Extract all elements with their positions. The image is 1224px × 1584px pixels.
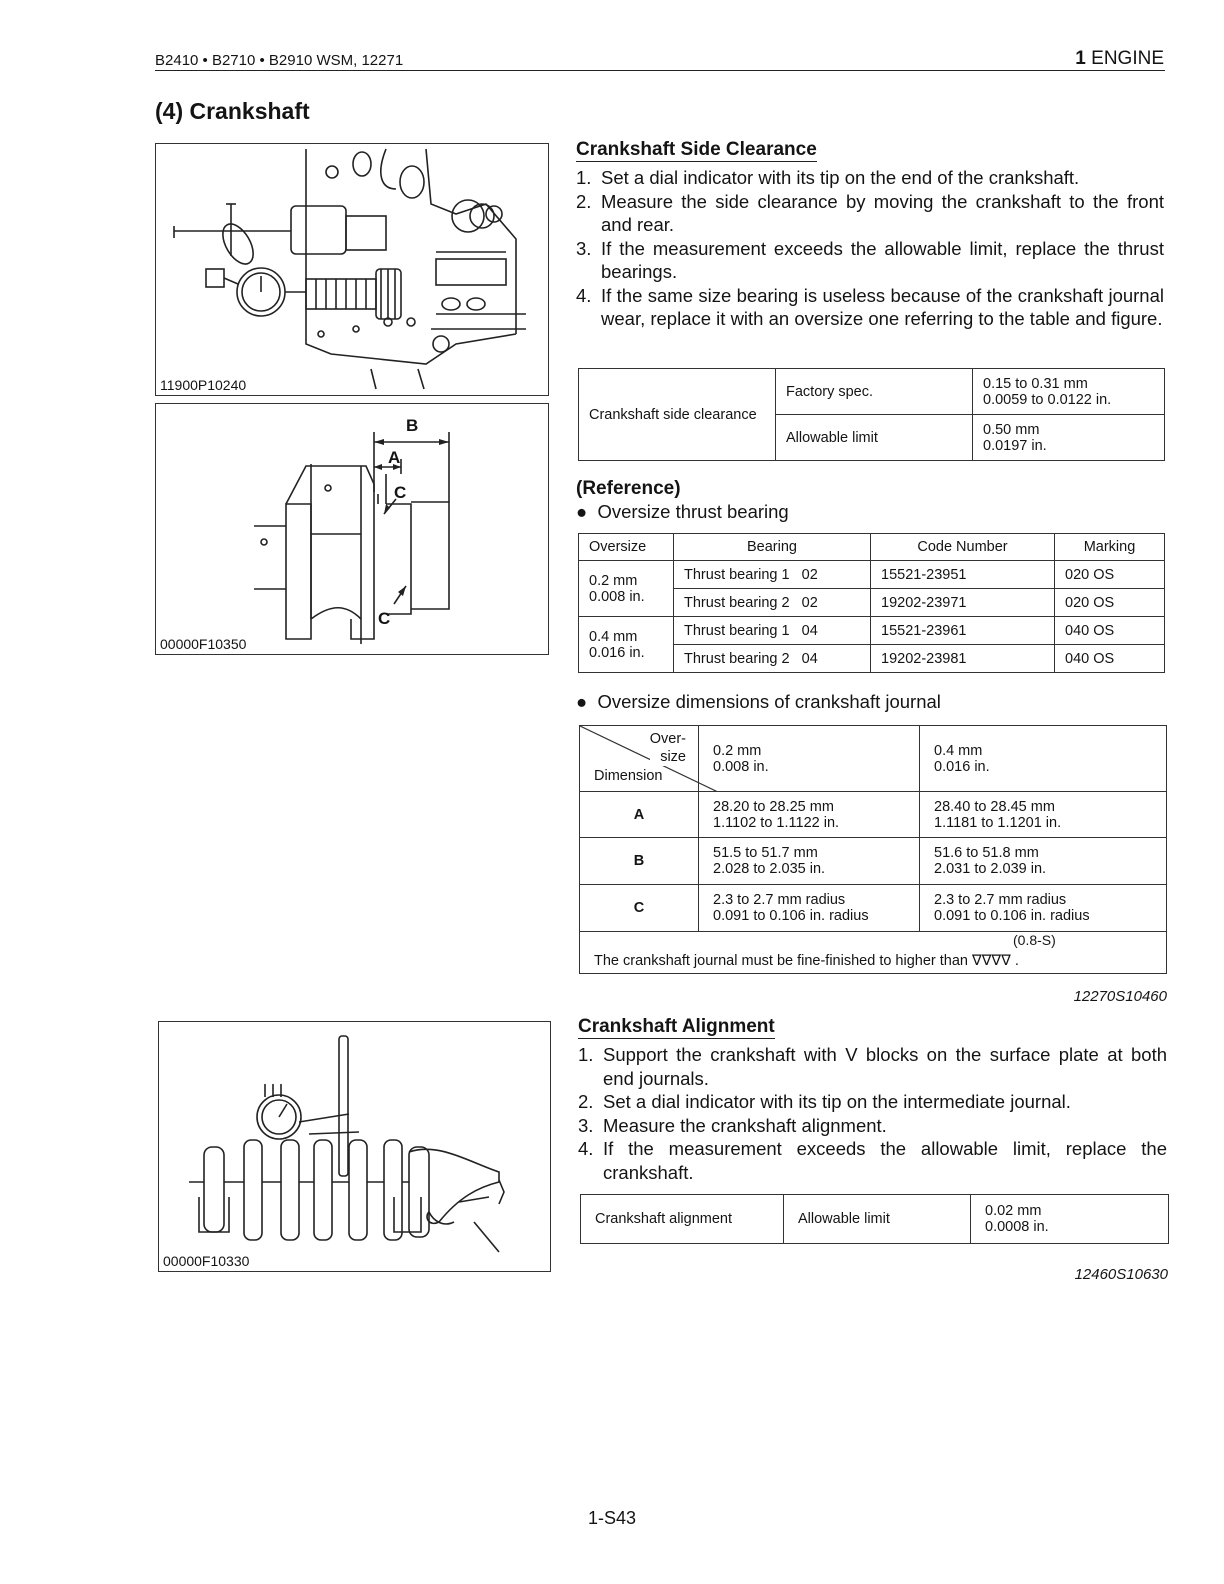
- table-cell-limit-label: Allowable limit: [784, 1195, 971, 1244]
- table-header: Oversize: [579, 534, 674, 561]
- crankshaft-alignment-illustration: [159, 1022, 550, 1271]
- bullet-oversize-thrust: ● Oversize thrust bearing: [576, 501, 789, 522]
- table-corner-cell: [580, 726, 699, 792]
- header-chapter-name: ENGINE: [1091, 48, 1164, 69]
- dimension-label-b: B: [406, 416, 419, 435]
- figure-code: 00000F10350: [160, 636, 247, 652]
- finish-symbol: ∇∇∇∇ .: [972, 952, 1019, 969]
- table-cell-limit-label: Allowable limit: [776, 415, 973, 461]
- corner-dimension-label: Dimension: [594, 768, 663, 784]
- reference-heading: (Reference): [576, 478, 681, 499]
- finish-note: [580, 932, 1167, 974]
- figure-code: 11900P10240: [160, 377, 247, 393]
- side-clearance-spec-table: [578, 368, 1165, 461]
- header-chapter-number: 1: [1075, 48, 1086, 69]
- figure-crankshaft-dimensions: [155, 403, 549, 655]
- table-header: Marking: [1055, 534, 1165, 561]
- list-item: 4. If the measurement exceeds the allowable limit, replace the crankshaft.: [578, 1138, 1167, 1183]
- table-cell: 51.6 to 51.8 mm 2.031 to 2.039 in.: [920, 838, 1167, 885]
- table-row: [579, 617, 1165, 645]
- thrust-bearing-table: [578, 533, 1165, 673]
- side-clearance-heading: Crankshaft Side Clearance: [576, 139, 817, 160]
- table-cell-oversize: 0.2 mm 0.008 in.: [579, 561, 674, 617]
- bullet-oversize-journal: ● Oversize dimensions of crankshaft journal: [576, 691, 941, 712]
- reference-code: 12270S10460: [1073, 988, 1167, 1005]
- table-cell-factory-label: Factory spec.: [776, 369, 973, 415]
- table-row: [580, 885, 1167, 932]
- dimension-cell: B: [580, 838, 699, 885]
- dimension-cell: C: [580, 885, 699, 932]
- table-cell: 15521-23951: [871, 561, 1055, 589]
- table-row: [580, 792, 1167, 838]
- table-cell-item: Crankshaft side clearance: [579, 369, 776, 461]
- figure-dial-indicator-engine: [155, 143, 549, 396]
- table-cell-item: Crankshaft alignment: [581, 1195, 784, 1244]
- alignment-code: 12460S10630: [1074, 1266, 1168, 1283]
- finish-note-text: The crankshaft journal must be fine-finished to higher than: [594, 952, 968, 969]
- table-cell: 28.40 to 28.45 mm 1.1181 to 1.1201 in.: [920, 792, 1167, 838]
- table-cell: 040 OS: [1055, 617, 1165, 645]
- alignment-heading: Crankshaft Alignment: [578, 1016, 775, 1037]
- dimension-label-c-lower: C: [378, 609, 391, 628]
- dimension-cell: A: [580, 792, 699, 838]
- table-header: Code Number: [871, 534, 1055, 561]
- dimension-label-a: A: [388, 448, 401, 467]
- figure-crankshaft-alignment: [158, 1021, 551, 1272]
- list-item: 3. If the measurement exceeds the allowable limit, replace the thrust bearings.: [576, 237, 1164, 282]
- table-cell: 51.5 to 51.7 mm 2.028 to 2.035 in.: [699, 838, 920, 885]
- alignment-steps: [578, 1043, 1167, 1184]
- crankshaft-dimension-diagram: [156, 404, 548, 654]
- list-item: 4. If the same size bearing is useless because of the crankshaft journal wear, replace it with an oversize one referring to the table and figure.: [576, 284, 1164, 329]
- table-cell: 2.3 to 2.7 mm radius 0.091 to 0.106 in. radius: [699, 885, 920, 932]
- column-header: 0.4 mm 0.016 in.: [920, 726, 1167, 792]
- header-rule: [155, 70, 1165, 71]
- table-cell: Thrust bearing 2 02: [674, 589, 871, 617]
- table-cell: Thrust bearing 1 02: [674, 561, 871, 589]
- table-row: [579, 561, 1165, 589]
- table-cell: 19202-23971: [871, 589, 1055, 617]
- list-item: 1. Set a dial indicator with its tip on the end of the crankshaft.: [576, 167, 1080, 188]
- table-cell: Thrust bearing 2 04: [674, 645, 871, 673]
- page-number: 1-S43: [587, 1508, 637, 1528]
- dimension-label-c-upper: C: [394, 483, 407, 502]
- table-row: [580, 838, 1167, 885]
- table-cell-oversize: 0.4 mm 0.016 in.: [579, 617, 674, 673]
- header-doc-title: B2410 • B2710 • B2910 WSM, 12271: [155, 52, 404, 69]
- table-header: Bearing: [674, 534, 871, 561]
- table-note-row: [580, 932, 1167, 974]
- header-chapter: [1000, 48, 1164, 70]
- alignment-spec-table: [580, 1194, 1169, 1244]
- table-cell: Thrust bearing 1 04: [674, 617, 871, 645]
- table-cell: 020 OS: [1055, 589, 1165, 617]
- finish-symbol-label: (0.8-S): [1013, 932, 1056, 948]
- list-item: 3. Measure the crankshaft alignment.: [578, 1114, 887, 1136]
- column-header: 0.2 mm 0.008 in.: [699, 726, 920, 792]
- figure-code: 00000F10330: [163, 1253, 250, 1269]
- side-clearance-steps: [576, 166, 1164, 331]
- table-cell: 2.3 to 2.7 mm radius 0.091 to 0.106 in. radius: [920, 885, 1167, 932]
- table-cell: 15521-23961: [871, 617, 1055, 645]
- corner-oversize-label: Over- size: [649, 731, 686, 765]
- journal-dimension-table: [579, 725, 1167, 974]
- list-item: 2. Set a dial indicator with its tip on the intermediate journal.: [578, 1091, 1071, 1112]
- table-cell: 28.20 to 28.25 mm 1.1102 to 1.1122 in.: [699, 792, 920, 838]
- table-cell-factory-value: 0.15 to 0.31 mm 0.0059 to 0.0122 in.: [973, 369, 1165, 415]
- table-cell: 19202-23981: [871, 645, 1055, 673]
- section-title: (4) Crankshaft: [155, 98, 310, 124]
- table-cell: 020 OS: [1055, 561, 1165, 589]
- table-cell: 040 OS: [1055, 645, 1165, 673]
- table-cell-limit-value: 0.50 mm 0.0197 in.: [973, 415, 1165, 461]
- engine-dial-illustration: [156, 144, 548, 395]
- table-cell-limit-value: 0.02 mm 0.0008 in.: [971, 1195, 1169, 1244]
- list-item: 1. Support the crankshaft with V blocks on the surface plate at both end journals.: [578, 1044, 1167, 1089]
- list-item: 2. Measure the side clearance by moving the crankshaft to the front and rear.: [576, 190, 1164, 235]
